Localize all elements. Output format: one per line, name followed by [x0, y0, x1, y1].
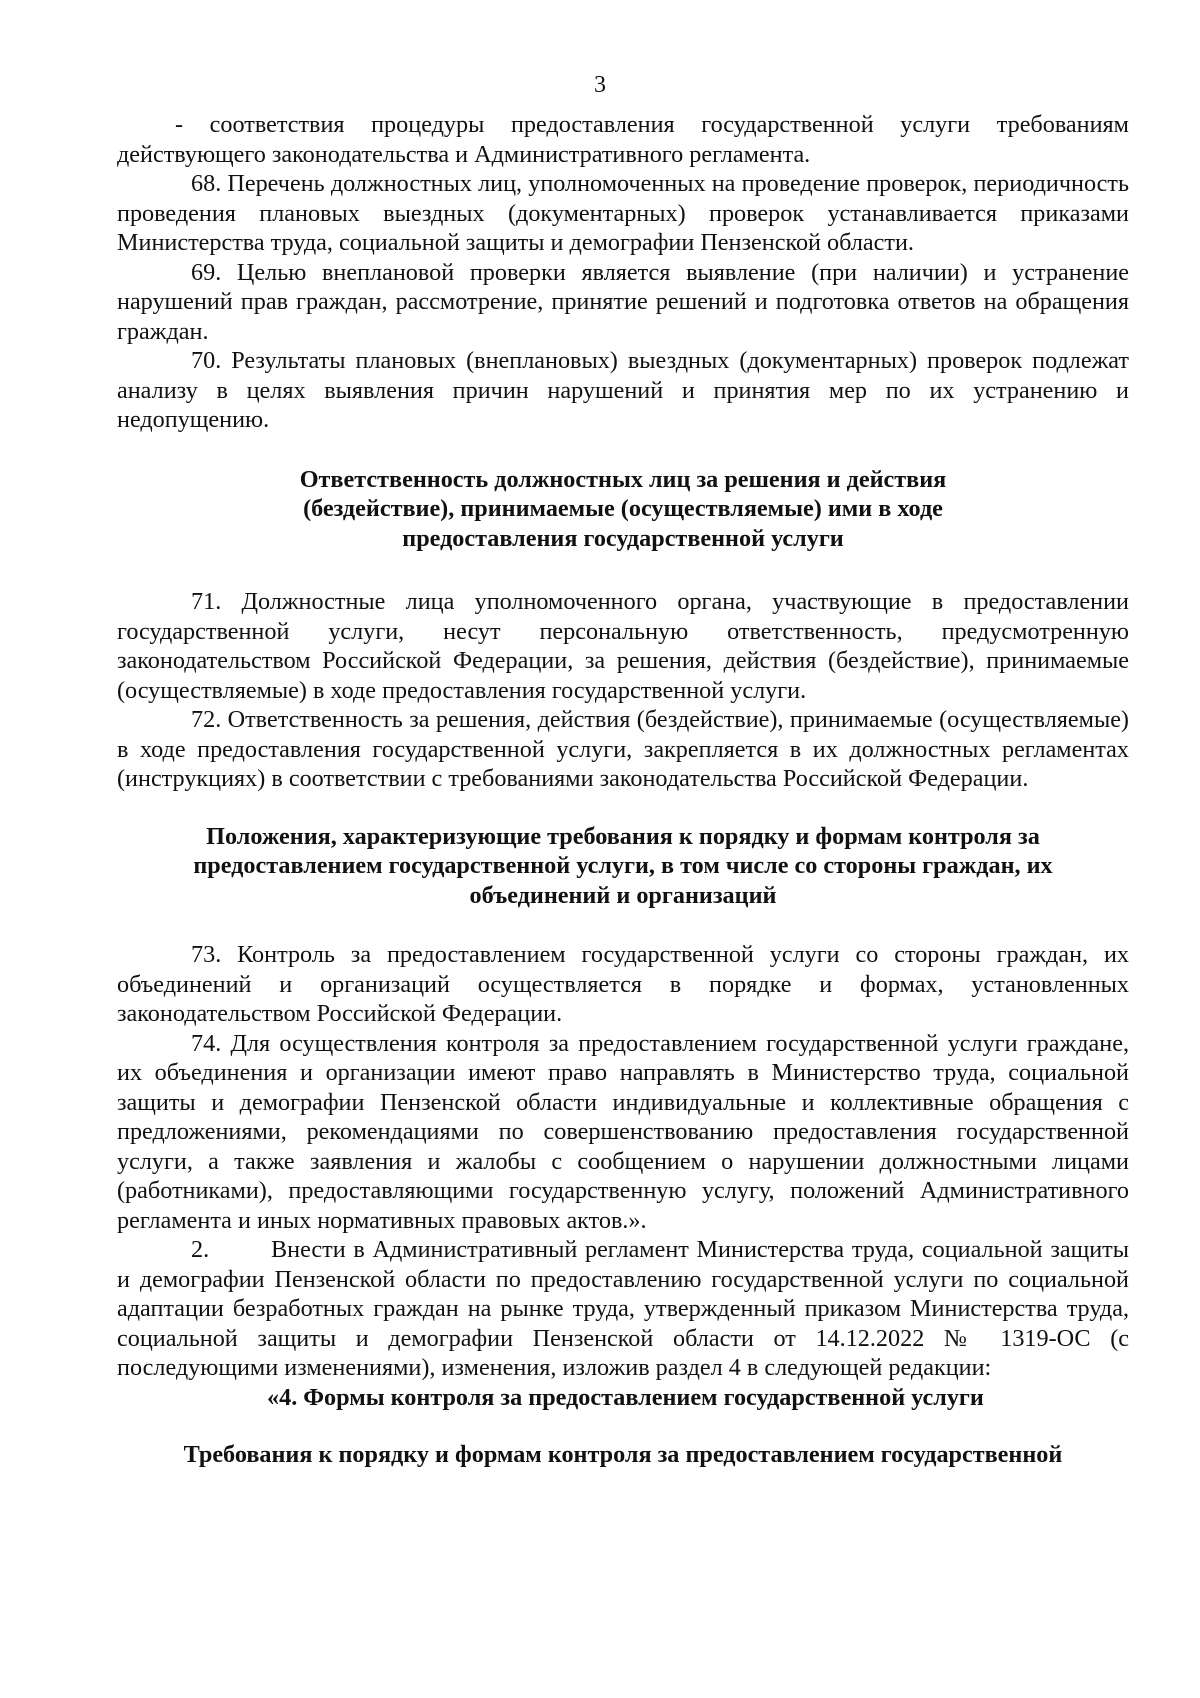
- paragraph-item-2: [117, 1235, 1129, 1383]
- paragraph-74: 74. Для осуществления контроля за предоставлением государственной услуги граждане, их объединения и организации имеют право направлять в Министерство труда, социальной защиты и демографии Пензенской области индивидуальные и коллективные обращения с предложениями, рекомендациями по совершенствованию предоставления государственной услуги, а также заявления и жалобы с сообщением о нарушении должностными лицами (работниками), предоставляющими государственную услугу, положений Административного регламента и иных нормативных правовых актов.».: [117, 1029, 1129, 1234]
- section-heading-requirements: Требования к порядку и формам контроля за предоставлением государственной: [183, 1441, 1063, 1468]
- item-number: 2.: [191, 1236, 210, 1263]
- item-text: Внести в Административный регламент Министерства труда, социальной защиты и демографии Пензенской области по предоставлению государственной услуги по социальной адаптации безработных граждан на рынке труда, утвержденный приказом Министерства труда, социальной защиты и демографии Пензенской области от 14.12.2022 № 1319-ОС (с последующими изменениями), изменения, изложив раздел 4 в следующей редакции:: [117, 1236, 1129, 1381]
- paragraph-68: 68. Перечень должностных лиц, уполномоченных на проведение проверок, периодичность проведения плановых выездных (документарных) проверок устанавливается приказами Министерства труда, социальной защиты и демографии Пензенской области.: [117, 170, 1129, 256]
- paragraph-70: 70. Результаты плановых (внеплановых) выездных (документарных) проверок подлежат анализу в целях выявления причин нарушений и принятия мер по их устранению и недопущению.: [117, 347, 1129, 433]
- section-4-heading: «4. Формы контроля за предоставлением государственной услуги: [267, 1383, 984, 1411]
- section-heading-responsibility: Ответственность должностных лиц за решения и действия (бездействие), принимаемые (осуществляемые) ими в ходе предоставления государственной услуги: [299, 465, 947, 552]
- paragraph-71: 71. Должностные лица уполномоченного органа, участвующие в предоставлении государственной услуги, несут персональную ответственность, предусмотренную законодательством Российской Федерации, за решения, действия (бездействие), принимаемые (осуществляемые) в ходе предоставления государственной услуги.: [117, 588, 1129, 704]
- paragraph-72: 72. Ответственность за решения, действия (бездействие), принимаемые (осуществляемые) в ходе предоставления государственной услуги, закрепляется в их должностных регламентах (инструкциях) в соответствии с требованиями законодательства Российской Федерации.: [117, 706, 1129, 792]
- paragraph: - соответствия процедуры предоставления государственной услуги требованиям действующего законодательства и Административного регламента.: [117, 111, 1129, 168]
- section-heading-control-provisions: Положения, характеризующие требования к порядку и формам контроля за предоставлением государственной услуги, в том числе со стороны граждан, их объединений и организаций: [193, 822, 1053, 909]
- document-body: [117, 110, 1129, 1470]
- paragraph-73: 73. Контроль за предоставлением государственной услуги со стороны граждан, их объединений и организаций осуществляется в порядке и формах, установленных законодательством Российской Федерации.: [117, 941, 1129, 1027]
- page-number: 3: [594, 72, 606, 98]
- paragraph-69: 69. Целью внеплановой проверки является выявление (при наличии) и устранение нарушений прав граждан, рассмотрение, принятие решений и подготовка ответов на обращения граждан.: [117, 258, 1129, 345]
